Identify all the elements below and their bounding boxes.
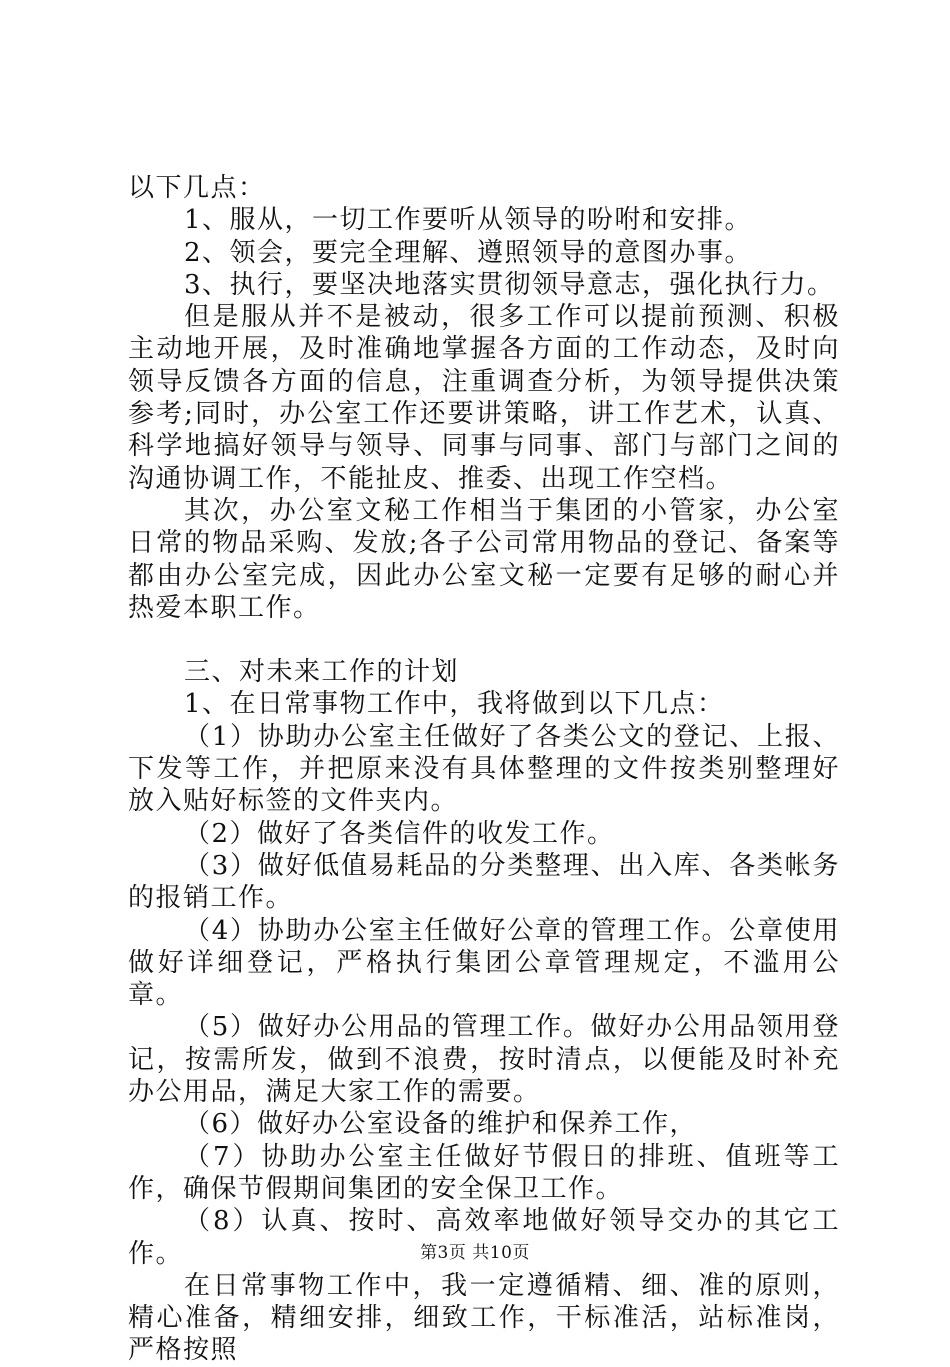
list-item-duty-schedule: （7）协助办公室主任做好节假日的排班、值班等工作，确保节假期间集团的安全保卫工作。 xyxy=(128,1141,840,1204)
page-number: 第3页 共10页 xyxy=(420,1243,530,1263)
list-item-consumables: （3）做好低值易耗品的分类整理、出入库、各类帐务的报销工作。 xyxy=(128,850,840,914)
list-item-understand: 2、领会，要完全理解、遵照领导的意图办事。 xyxy=(184,237,753,268)
list-item-seal: （4）协助办公室主任做好公章的管理工作。公章使用做好详细登记，严格执行集团公章管理规定，不滥用公章。 xyxy=(128,915,840,1011)
list-item-other-tasks: （8）认真、按时、高效率地做好领导交办的其它工作。 xyxy=(128,1206,840,1269)
section-heading-future-plan: 三、对未来工作的计划 xyxy=(184,657,460,688)
list-item-supplies: （5）做好办公用品的管理工作。做好办公用品领用登记，按需所发，做到不浪费，按时清点，以便能及时补充办公用品，满足大家工作的需要。 xyxy=(128,1012,840,1108)
paragraph-obedience: 但是服从并不是被动，很多工作可以提前预测、积极主动地开展，及时准确地掌握各方面的工作动态，及时向领导反馈各方面的信息，注重调查分析，为领导提供决策参考;同时，办公室工作还要讲策略，讲工作艺术，认真、科学地搞好领导与领导、同事与同事、部门与部门之间的沟通协调工作，不能扯皮、推委、出现工作空档。 xyxy=(128,302,840,494)
list-item-documents: （1）协助办公室主任做好了各类公文的登记、上报、下发等工作，并把原来没有具体整理的文件按类别整理好放入贴好标签的文件夹内。 xyxy=(128,721,840,817)
list-item-equipment: （6）做好办公室设备的维护和保养工作， xyxy=(184,1109,698,1140)
paragraph-continuation: 以下几点： xyxy=(128,173,266,203)
list-item-mail: （2）做好了各类信件的收发工作。 xyxy=(184,818,615,849)
paragraph-secretary: 其次，办公室文秘工作相当于集团的小管家，办公室日常的物品采购、发放;各子公司常用物品的登记、备案等都由办公室完成，因此办公室文秘一定要有足够的耐心并热爱本职工作。 xyxy=(128,495,840,623)
list-item-execute: 3、执行，要坚决地落实贯彻领导意志，强化执行力。 xyxy=(184,269,835,300)
document-body xyxy=(128,172,840,1367)
list-item-obey: 1、服从，一切工作要听从领导的吩咐和安排。 xyxy=(184,205,753,236)
subsection-heading-daily-work: 1、在日常事物工作中，我将做到以下几点： xyxy=(184,689,725,720)
paragraph-principles: 在日常事物工作中，我一定遵循精、细、准的原则，精心准备，精细安排，细致工作，干标准活，站标准岗，严格按照 xyxy=(128,1270,840,1366)
